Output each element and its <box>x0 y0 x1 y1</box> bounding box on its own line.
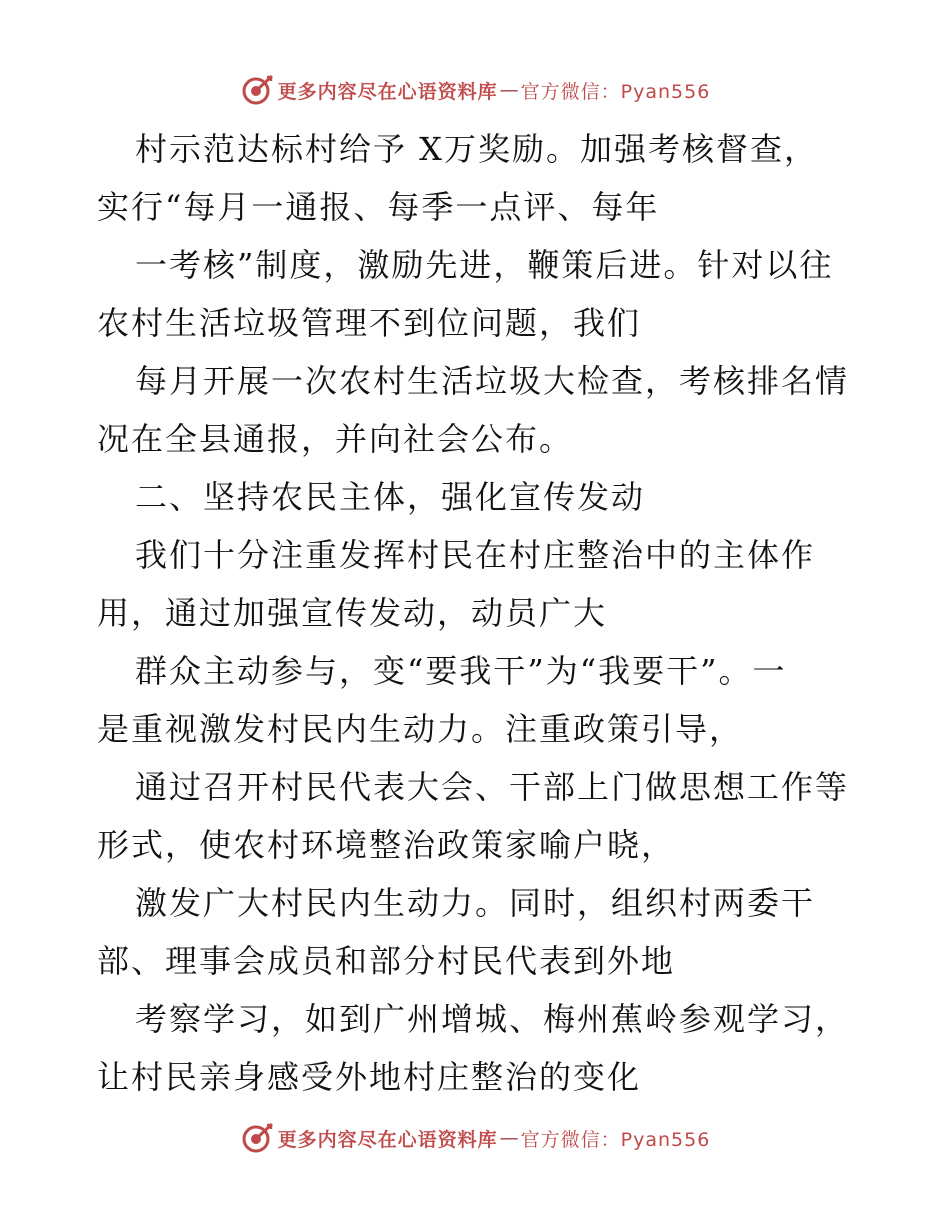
body-line: 考察学习，如到广州增城、梅州蕉岭参观学习， <box>135 1000 850 1038</box>
body-line: 群众主动参与，变“要我干”为“我要干”。一 <box>135 652 787 690</box>
body-line: 况在全县通报，并向社会公布。 <box>97 420 574 458</box>
body-line: 用，通过加强宣传发动，动员广大 <box>97 594 608 632</box>
body-line: 激发广大村民内生动力。同时，组织村两委干 <box>135 884 816 922</box>
header-banner <box>0 70 950 110</box>
body-line: 我们十分注重发挥村民在村庄整治中的主体作 <box>135 536 816 574</box>
header-brand-text: 更多内容尽在心语资料库 <box>277 80 498 103</box>
body-line: 实行“每月一通报、每季一点评、每年 <box>97 188 660 226</box>
brand-logo-icon <box>240 73 274 107</box>
body-line: 部、理事会成员和部分村民代表到外地 <box>97 942 676 980</box>
header-wechat-text: 官方微信：Pyan556 <box>520 80 711 103</box>
body-line: 通过召开村民代表大会、干部上门做思想工作等 <box>135 768 850 806</box>
footer-brand-text: 更多内容尽在心语资料库 <box>277 1128 498 1151</box>
brand-logo-icon <box>240 1121 274 1155</box>
section-heading: 二、坚持农民主体，强化宣传发动 <box>135 478 646 516</box>
body-line: 是重视激发村民内生动力。注重政策引导， <box>97 710 744 748</box>
body-line: 每月开展一次农村生活垃圾大检查，考核排名情 <box>135 362 850 400</box>
body-line: 一考核”制度，激励先进，鞭策后进。针对以往 <box>135 246 834 284</box>
body-line: 形式，使农村环境整治政策家喻户晓， <box>97 826 676 864</box>
footer-wechat-text: 官方微信：Pyan556 <box>520 1128 711 1151</box>
body-line: 让村民亲身感受外地村庄整治的变化 <box>97 1058 642 1096</box>
body-line: 村示范达标村给予 X万奖励。加强考核督查， <box>135 130 818 168</box>
footer-banner <box>0 1118 950 1158</box>
document-body <box>97 120 857 1106</box>
footer-separator: — <box>499 1127 519 1149</box>
body-line: 农村生活垃圾管理不到位问题，我们 <box>97 304 642 342</box>
header-separator: — <box>499 79 519 101</box>
